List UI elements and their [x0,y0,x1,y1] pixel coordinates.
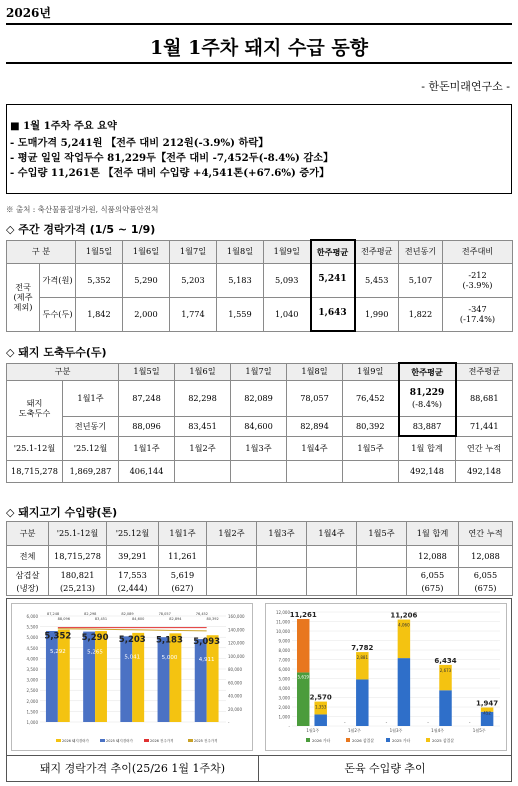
table-cell-week-avg: 83,887 [399,416,456,436]
x-tick-label: 1월1주 [306,728,320,733]
y-tick-label: 2,000 [26,698,38,704]
y2-tick-label: 160,000 [228,614,245,619]
top-label: 80,392 [206,617,219,621]
total-label: 11,206 [390,611,418,620]
table-cell: 11,261 [159,546,207,568]
col-header: 전년동기 [399,240,443,263]
table-cell: (675) [407,582,459,596]
legend-label: 2025 삼겹살 [432,738,454,743]
table-cell: 17,553 [107,568,159,582]
sub-header: '25.12월 [63,436,119,460]
y-tick-label: - [288,724,290,729]
legend-label: 2026 돼지경락가 [62,739,89,743]
row-group-label: 전국 (제주 제외) [7,263,40,331]
table-cell: (627) [159,582,207,596]
x-tick-label: 1월4주 [431,728,445,733]
bar-value-label: 5,292 [49,649,66,656]
sub-header: '25.1-12월 [7,436,63,460]
table-cell [257,568,307,582]
col-header: 전주평균 [456,363,513,380]
sub-header: 1월2주 [175,436,231,460]
table-cell: 76,452 [343,380,399,416]
col-header: 전주대비 [443,240,513,263]
table-cell [357,568,407,582]
table-cell: 6,055 [407,568,459,582]
bar-value-label: 5,619 [297,674,309,680]
y-tick-label: 9,000 [278,638,290,644]
bar-2026-other [297,672,309,726]
table-cell [257,546,307,568]
bar-2026 [95,631,107,722]
col-header: 연간 누적 [459,522,513,546]
legend-label: 2025 전주가격 [194,739,218,743]
y-tick-label: 4,000 [278,686,290,691]
table-cell [357,546,407,568]
bar-value-label: 5,041 [124,654,141,661]
top-label: 82,089 [121,612,134,616]
col-header: 1월5일 [119,363,175,380]
bar-2025-other [314,714,326,726]
table-cell [207,546,257,568]
summary-box [6,104,512,194]
y-tick-label: 1,000 [278,714,290,720]
x-tick-label: 1월2주 [347,728,361,733]
table-cell [307,546,357,568]
col-header: 1월3주 [257,522,307,546]
col-header: '25.12월 [107,522,159,546]
bar-2025-other [398,658,410,726]
table-cell: 84,600 [231,416,287,436]
section-auction-title: ◇ 주간 경락가격 (1/5 ~ 1/9) [6,223,156,236]
y-tick-label: 6,000 [26,614,38,619]
bar-empty-label: - [427,721,429,726]
y-tick-label: 7,000 [278,657,290,663]
y2-tick-label: 80,000 [228,667,242,672]
col-header: 1월6일 [123,240,170,263]
col-header: 1월9일 [264,240,311,263]
bar-value-label: 452 [483,710,491,716]
table-cell: 5,107 [399,263,443,297]
auction-price-table [6,239,513,332]
col-header: '25.1-12월 [49,522,107,546]
legend-swatch [346,738,350,742]
row-label: 가격(원) [40,263,76,297]
total-label: 7,782 [351,644,374,653]
col-header: 구분 [7,522,49,546]
col-header: 구분 [7,363,119,380]
table-cell: 5,453 [355,263,399,297]
table-cell: 5,093 [264,263,311,297]
table-cell: 12,088 [407,546,459,568]
legend-swatch [100,739,105,742]
col-header: 1월2주 [207,522,257,546]
legend-label: 2026 전주가격 [150,739,174,743]
y-tick-label: 10,000 [276,629,290,634]
sub-value [287,460,343,482]
table-cell: 83,451 [175,416,231,436]
y2-tick-label: - [228,720,230,725]
top-label: 83,451 [94,617,108,621]
table-cell: 1,842 [76,297,123,331]
row-label: 두수(두) [40,297,76,331]
sub-value: 492,148 [399,460,456,482]
table-cell: 88,096 [119,416,175,436]
table-cell-week-avg: 1,643 [311,297,355,331]
y-tick-label: 3,500 [26,667,38,672]
legend-swatch [56,739,61,742]
sub-value [343,460,399,482]
y-tick-label: 11,000 [276,619,290,625]
col-header: 1월1주 [159,522,207,546]
bar-value-label: 5,352 [44,631,72,642]
table-cell: 82,089 [231,380,287,416]
table-cell: 5,183 [217,263,264,297]
table-cell: 5,352 [76,263,123,297]
col-header: 1월8일 [287,363,343,380]
table-cell: 39,291 [107,546,159,568]
bar-2025 [120,636,132,722]
charts-frame [6,598,512,782]
table-cell: 88,681 [456,380,513,416]
total-label: 11,261 [289,611,317,620]
table-cell: 12,088 [459,546,513,568]
y-tick-label: 4,000 [26,656,38,662]
sub-header: 1월4주 [287,436,343,460]
sub-value: 406,144 [119,460,175,482]
table-cell-diff: -212 (-3.9%) [443,263,513,297]
y-tick-label: 1,500 [26,709,38,715]
slaughter-table [6,362,513,483]
bar-2025-other [356,679,368,726]
y2-tick-label: 100,000 [228,653,245,659]
bar-value-label: 5,290 [81,633,109,644]
bar-2026-belly [297,619,309,672]
y-tick-label: 3,000 [26,677,38,683]
col-header: 1월8일 [217,240,264,263]
sub-header: 1월3주 [231,436,287,460]
bar-value-label: 4,060 [398,622,410,628]
legend-swatch [188,739,193,742]
bar-2026 [207,635,219,722]
bar-2025 [46,631,58,722]
sub-value: 1,869,287 [63,460,119,482]
table-cell: 5,619 [159,568,207,582]
table-cell: 1,040 [264,297,311,331]
col-header: 1월5주 [357,522,407,546]
summary-heading: ■ 1월 1주차 주요 요약 [10,120,117,132]
y-tick-label: 3,000 [278,695,290,701]
bar-2025 [195,639,207,722]
col-header: 1월4주 [307,522,357,546]
import-chart-panel [265,603,507,751]
row-group-label: 돼지 도축두수 [7,380,63,436]
summary-price: - 도매가격 5,241원 【전주 대비 212원(-3.9%) 하락】 [10,137,269,149]
top-label: 76,452 [195,612,209,616]
legend-swatch [306,738,310,742]
top-label: 88,096 [57,617,70,621]
bar-value-label: 4,911 [198,657,215,664]
year-label: 2026년 [6,6,51,20]
y-tick-label: 2,500 [26,688,38,694]
top-rule [6,23,512,25]
legend-label: 2026 가타 [312,738,331,743]
total-label: 6,434 [434,656,457,665]
col-header: 전주평균 [355,240,399,263]
bar-2026 [169,633,181,722]
bar-value-label: 5,093 [193,637,221,648]
table-cell: 80,392 [343,416,399,436]
table-cell [207,568,257,582]
price-chart-panel [11,603,253,751]
table-cell [257,582,307,596]
section-import-title: ◇ 돼지고기 수입량(톤) [6,506,118,519]
sub-value: 492,148 [456,460,513,482]
y-tick-label: 12,000 [276,610,290,615]
table-cell [357,582,407,596]
y2-tick-label: 40,000 [228,693,242,699]
y-tick-label: 5,000 [26,635,38,641]
table-cell: 1,559 [217,297,264,331]
org-label: - 한돈미래연구소 - [421,80,510,93]
sub-header: 1월 합계 [399,436,456,460]
col-header-week-avg: 한주평균 [399,363,456,380]
y2-tick-label: 60,000 [228,680,242,686]
table-cell: (25,213) [49,582,107,596]
legend-swatch [426,738,430,742]
table-cell-week-avg: 5,241 [311,263,355,297]
bar-value-label: 2,881 [356,655,369,661]
bar-empty-label: - [344,721,346,726]
table-cell: 2,000 [123,297,170,331]
table-cell: (675) [459,582,513,596]
table-cell: 18,715,278 [49,546,107,568]
import-chart [266,604,506,750]
row-label: 삼겹살 [7,568,49,582]
table-cell: 82,894 [287,416,343,436]
top-label: 78,057 [158,612,171,616]
table-cell: 78,057 [287,380,343,416]
table-cell: 5,290 [123,263,170,297]
legend-swatch [386,738,390,742]
y-tick-label: 5,500 [26,624,38,630]
table-cell: 1,774 [170,297,217,331]
top-label: 84,600 [132,617,145,621]
total-label: 1,947 [476,699,499,708]
table-cell [307,568,357,582]
legend-label: 2025 돼지경락가 [106,739,133,743]
y2-tick-label: 120,000 [228,640,245,646]
table-cell: 1,990 [355,297,399,331]
col-header: 1월 합계 [407,522,459,546]
import-table [6,521,513,596]
import-chart-caption: 돈육 수입량 추이 [259,755,511,782]
row-label: 전체 [7,546,49,568]
y-tick-label: 2,000 [278,705,290,710]
sub-header: 연간 누적 [456,436,513,460]
price-chart-caption: 돼지 경락가격 추이(25/26 1월 1주차) [7,755,259,782]
y-tick-label: 6,000 [278,667,290,672]
y-tick-label: 8,000 [278,648,290,653]
summary-import: - 수입량 11,261톤 【전주 대비 수입량 +4,541톤(+67.6%) 증가】 [10,167,330,179]
page-title: 1월 1주차 돼지 수급 동향 [149,37,369,59]
sub-header: 1월5주 [343,436,399,460]
bar-2025 [83,632,95,722]
bar-value-label: 5,203 [118,634,146,645]
table-cell: 6,055 [459,568,513,582]
title-rule [6,62,512,64]
y-tick-label: 4,500 [26,645,38,651]
sub-value [175,460,231,482]
y-tick-label: 5,000 [278,676,290,682]
top-label: 82,894 [169,617,182,621]
table-cell: 1,822 [399,297,443,331]
bar-value-label: 5,000 [161,655,178,662]
table-cell [207,582,257,596]
total-label: 2,570 [309,693,332,702]
section-slaughter-title: ◇ 돼지 도축두수(두) [6,346,107,359]
table-cell-diff: -347 (-17.4%) [443,297,513,331]
bar-value-label: 1,353 [314,704,327,710]
table-cell: 5,203 [170,263,217,297]
table-cell: 180,821 [49,568,107,582]
bar-empty-label: - [468,721,471,726]
bar-2026 [132,633,144,722]
table-cell-week-avg: 81,229 (-8.4%) [399,380,456,416]
price-chart [12,604,252,750]
legend-label: 2026 삼겹살 [352,738,374,743]
col-header: 구 분 [7,240,76,263]
col-header: 1월9일 [343,363,399,380]
table-cell: 82,298 [175,380,231,416]
col-header: 1월5일 [76,240,123,263]
legend-label: 2025 가타 [392,738,411,743]
source-note: ※ 출처 : 축산물품질평가원, 식품의약품안전처 [6,205,159,214]
table-cell: 87,248 [119,380,175,416]
bar-value-label: 5,183 [156,635,183,646]
top-label: 87,248 [46,612,60,616]
x-tick-label: 1월3주 [389,728,403,733]
sub-value [231,460,287,482]
row-label: (냉장) [7,582,49,596]
bar-value-label: 5,265 [87,649,103,656]
bar-value-label: 2,673 [439,667,452,673]
row-label: 1월1주 [63,380,119,416]
table-cell: (2,444) [107,582,159,596]
bar-2025-other [439,690,451,726]
col-header: 1월7일 [231,363,287,380]
x-tick-label: 1월5주 [472,728,486,733]
table-cell [307,582,357,596]
col-header: 1월6일 [175,363,231,380]
y2-tick-label: 140,000 [228,627,245,633]
y2-tick-label: 20,000 [228,706,242,712]
summary-slaughter: - 평균 일일 작업두수 81,229두【전주 대비 -7,452두(-8.4%) 감소】 [10,152,334,164]
bar-2026 [58,630,70,722]
sub-value: 18,715,278 [7,460,63,482]
col-header-week-avg: 한주평균 [311,240,355,263]
series-line [58,629,207,631]
top-label: 82,298 [84,612,97,616]
col-header: 1월7일 [170,240,217,263]
bar-empty-label: - [385,721,388,726]
legend-swatch [144,739,149,742]
table-cell: 71,441 [456,416,513,436]
sub-header: 1월1주 [119,436,175,460]
row-label: 전년동기 [63,416,119,436]
bar-2025 [158,637,170,722]
y-tick-label: 1,000 [26,720,38,725]
